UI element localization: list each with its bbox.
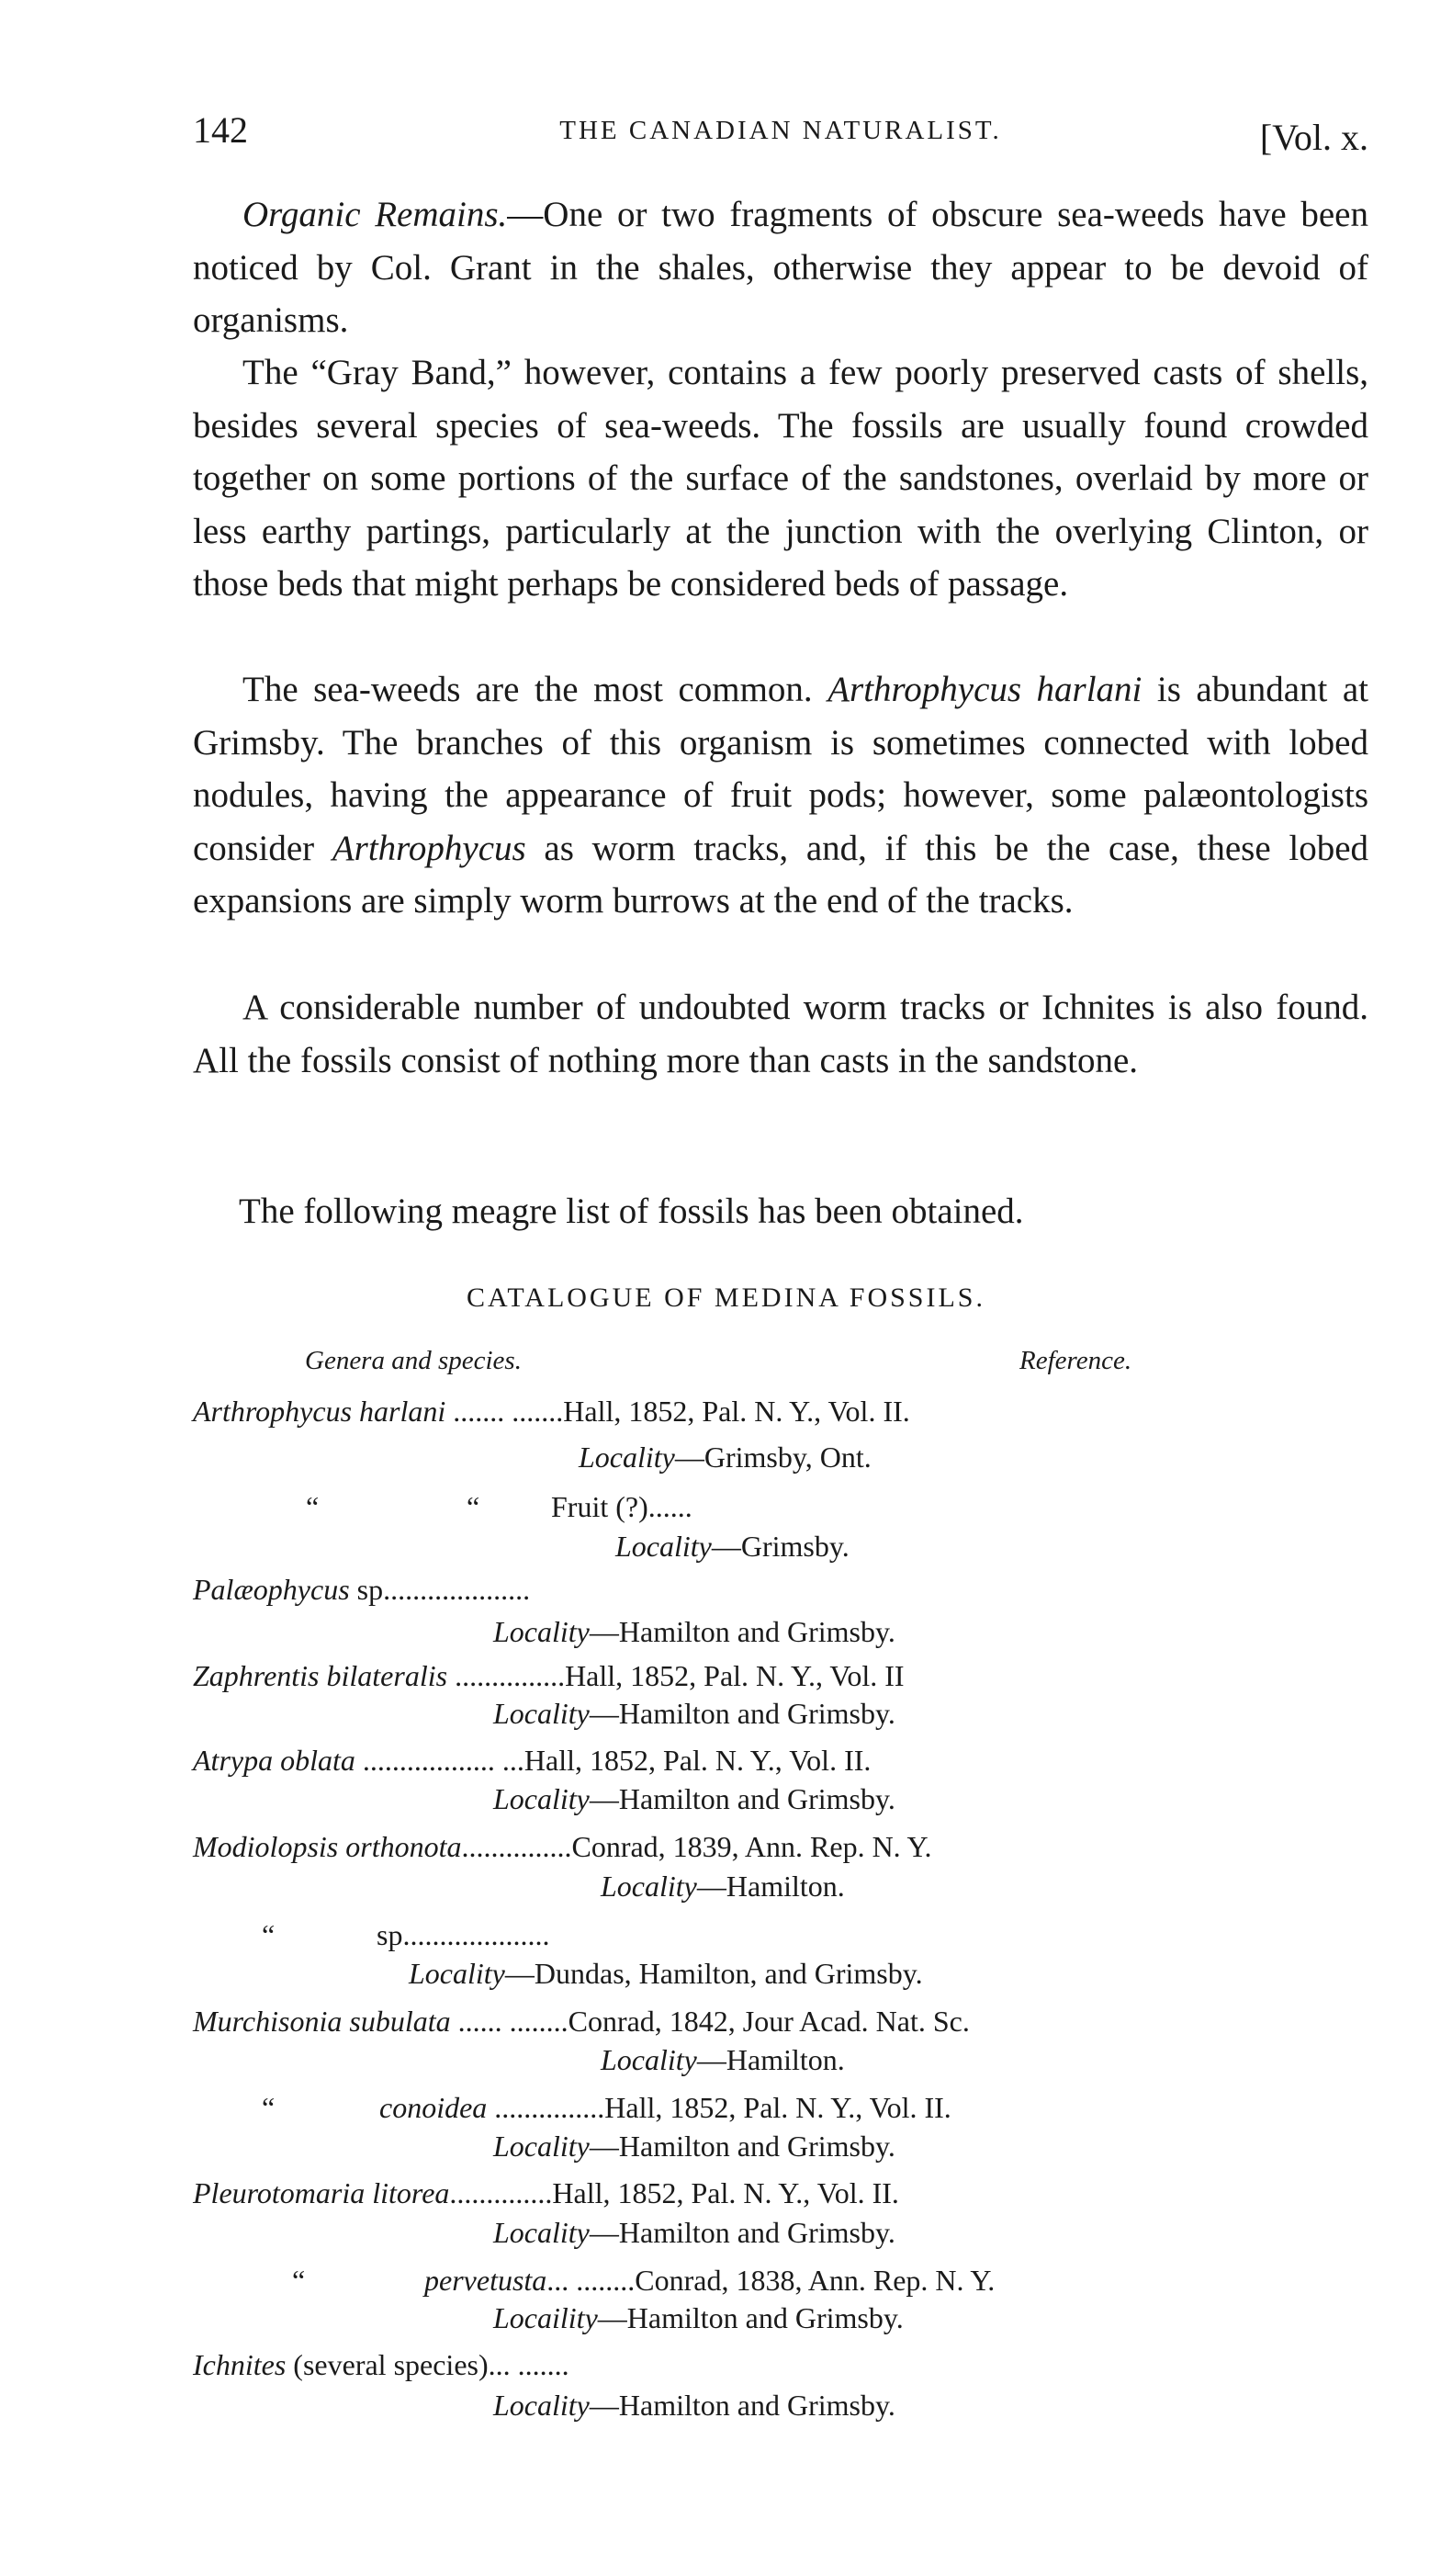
leader-dots: ............... xyxy=(447,1659,566,1692)
ditto-mark: “ xyxy=(262,2091,276,2124)
reference: Hall, 1852, Pal. N. Y., Vol. II. xyxy=(523,1744,872,1777)
reference: Hall, 1852, Pal. N. Y., Vol. II. xyxy=(552,2176,899,2209)
locality-line xyxy=(493,2130,895,2164)
locality-label: Locality xyxy=(493,1782,590,1815)
column-header-reference: Reference. xyxy=(1019,1346,1132,1375)
locality-value: —Hamilton. xyxy=(696,2043,845,2076)
catalogue-entry xyxy=(193,1659,905,1693)
catalogue-entry xyxy=(379,2091,951,2125)
leader-dots: ... ........ xyxy=(546,2264,636,2297)
locality-line xyxy=(601,2043,845,2077)
paragraph-text: as worm tracks, and, if this be the case, these lobed expansions are simply worm burrows at the end of the tracks. xyxy=(193,828,1369,921)
species-name: Zaphrentis bilateralis xyxy=(193,1659,448,1692)
locality-label: Locaility xyxy=(493,2301,598,2334)
locality-label: Locality xyxy=(493,2130,590,2163)
species-name: Ichnites xyxy=(193,2348,287,2381)
paragraph-text: —One or two fragments of obscure sea-weeds have been noticed by Col. Grant in the shales, otherwise they appear to be devoid of organisms. xyxy=(193,195,1368,340)
locality-value: —Hamilton and Grimsby. xyxy=(597,2301,904,2334)
ditto-mark: “ xyxy=(467,1490,480,1523)
reference: Hall, 1852, Pal. N. Y., Vol. II. xyxy=(604,2091,951,2124)
leader-dots: .................... xyxy=(402,1918,550,1951)
locality-line xyxy=(615,1530,850,1564)
paragraph-text: The sea-weeds are the most common. xyxy=(242,670,828,709)
locality-value: —Hamilton and Grimsby. xyxy=(589,1615,895,1648)
locality-label: Locality xyxy=(493,1697,590,1730)
reference: Conrad, 1838, Ann. Rep. N. Y. xyxy=(635,2264,996,2297)
paragraph-ichnites: A considerable number of undoubted worm tracks or Ichnites is also found. All the fossils consist of nothing more than casts in the sandstone. xyxy=(193,988,1368,1080)
catalogue-title: CATALOGUE OF MEDINA FOSSILS. xyxy=(467,1282,985,1313)
species-suffix: (several species) xyxy=(286,2348,489,2381)
species-name: Arthrophycus harlani xyxy=(827,670,1142,709)
species-name: Pleurotomaria litorea xyxy=(193,2176,450,2209)
leader-dots: ...... ........ xyxy=(450,2005,568,2038)
reference: Hall, 1852, Pal. N. Y., Vol. II. xyxy=(563,1395,910,1428)
locality-value: —Dundas, Hamilton, and Grimsby. xyxy=(504,1957,923,1990)
catalogue-entry xyxy=(193,1830,931,1864)
locality-line xyxy=(579,1441,872,1474)
leader-dots: .................. ... xyxy=(355,1744,524,1777)
species-name: Atrypa oblata xyxy=(193,1744,355,1777)
leader-dots: .................... xyxy=(383,1573,531,1606)
paragraph-organic-remains xyxy=(193,188,1368,347)
locality-line xyxy=(601,1870,845,1904)
catalogue-entry xyxy=(193,2005,970,2039)
locality-value: —Hamilton. xyxy=(696,1870,845,1903)
locality-line xyxy=(493,2301,904,2335)
leader-dots: .............. xyxy=(449,2176,553,2209)
catalogue-entry xyxy=(377,1918,549,1952)
paragraph-heading: Organic Remains. xyxy=(242,195,508,234)
locality-label: Locality xyxy=(409,1957,505,1990)
species-name: sp xyxy=(377,1918,403,1951)
locality-line xyxy=(493,2389,895,2423)
species-name: Modiolopsis orthonota xyxy=(193,1830,462,1863)
locality-label: Locality xyxy=(615,1530,712,1563)
locality-value: —Hamilton and Grimsby. xyxy=(589,2216,895,2249)
leader-dots: ....... ....... xyxy=(445,1395,564,1428)
catalogue-entry xyxy=(193,2176,899,2210)
page-header xyxy=(193,108,1368,164)
locality-label: Locality xyxy=(579,1441,675,1474)
species-name: Arthrophycus harlani xyxy=(193,1395,446,1428)
column-header-genera: Genera and species. xyxy=(305,1346,522,1375)
locality-value: —Hamilton and Grimsby. xyxy=(589,1697,895,1730)
running-title: THE CANADIAN NATURALIST. xyxy=(559,116,1002,145)
page-number: 142 xyxy=(193,109,248,151)
species-name: Arthrophycus xyxy=(332,828,526,868)
ditto-mark: “ xyxy=(262,1918,276,1951)
locality-value: —Hamilton and Grimsby. xyxy=(589,2389,895,2422)
ditto-mark: “ xyxy=(292,2264,306,2297)
species-name: pervetusta xyxy=(424,2264,547,2297)
locality-label: Locality xyxy=(493,1615,590,1648)
locality-line xyxy=(493,1782,895,1816)
locality-line xyxy=(409,1957,923,1991)
locality-label: Locality xyxy=(493,2389,590,2422)
locality-value: —Grimsby, Ont. xyxy=(674,1441,872,1474)
reference: Hall, 1852, Pal. N. Y., Vol. II xyxy=(565,1659,905,1692)
paragraph-text: is abundant at Grimsby. The branches of this organism is sometimes connected with lobed nodules, having the appearance of fruit pods; however, some palæontologists consider xyxy=(193,670,1369,868)
leader-dots: ... ....... xyxy=(488,2348,569,2381)
paragraph-gray-band: The “Gray Band,” however, contains a few poorly preserved casts of shells, besides several species of sea-weeds. The fossils are usually found crowded together on some portions of the surface of the sandstones, overlaid by more or less earthy partings, particularly at the junction with the overlying Clinton, or those beds that might perhaps be considered beds of passage. xyxy=(193,353,1368,604)
leader-dots: ............... xyxy=(487,2091,605,2124)
catalogue-entry xyxy=(551,1490,692,1524)
locality-value: —Hamilton and Grimsby. xyxy=(589,1782,895,1815)
reference: Conrad, 1842, Jour Acad. Nat. Sc. xyxy=(568,2005,970,2038)
paragraph-sea-weeds xyxy=(193,663,1368,928)
species-name: Fruit (?) xyxy=(551,1490,648,1523)
species-name: Murchisonia subulata xyxy=(193,2005,451,2038)
species-name: conoidea xyxy=(379,2091,488,2124)
locality-line xyxy=(493,1615,895,1649)
leader-dots: ............... xyxy=(461,1830,572,1863)
catalogue-entry xyxy=(193,2348,569,2382)
catalogue-entry xyxy=(193,1744,871,1778)
catalogue-entry xyxy=(424,2264,995,2298)
species-name: Palæophycus xyxy=(193,1573,350,1606)
volume-label: [Vol. x. xyxy=(1259,117,1368,158)
catalogue-entry xyxy=(193,1573,530,1607)
locality-label: Locality xyxy=(601,1870,697,1903)
catalogue-entry xyxy=(193,1395,910,1429)
locality-value: —Grimsby. xyxy=(711,1530,850,1563)
locality-line xyxy=(493,2216,895,2250)
ditto-mark: “ xyxy=(306,1490,320,1523)
locality-line xyxy=(493,1697,895,1731)
locality-label: Locality xyxy=(493,2216,590,2249)
species-suffix: sp xyxy=(349,1573,384,1606)
leader-dots: ...... xyxy=(647,1490,692,1523)
locality-value: —Hamilton and Grimsby. xyxy=(589,2130,895,2163)
reference: Conrad, 1839, Ann. Rep. N. Y. xyxy=(571,1830,932,1863)
paragraph-list-intro: The following meagre list of fossils has been obtained. xyxy=(239,1192,1024,1231)
locality-label: Locality xyxy=(601,2043,697,2076)
